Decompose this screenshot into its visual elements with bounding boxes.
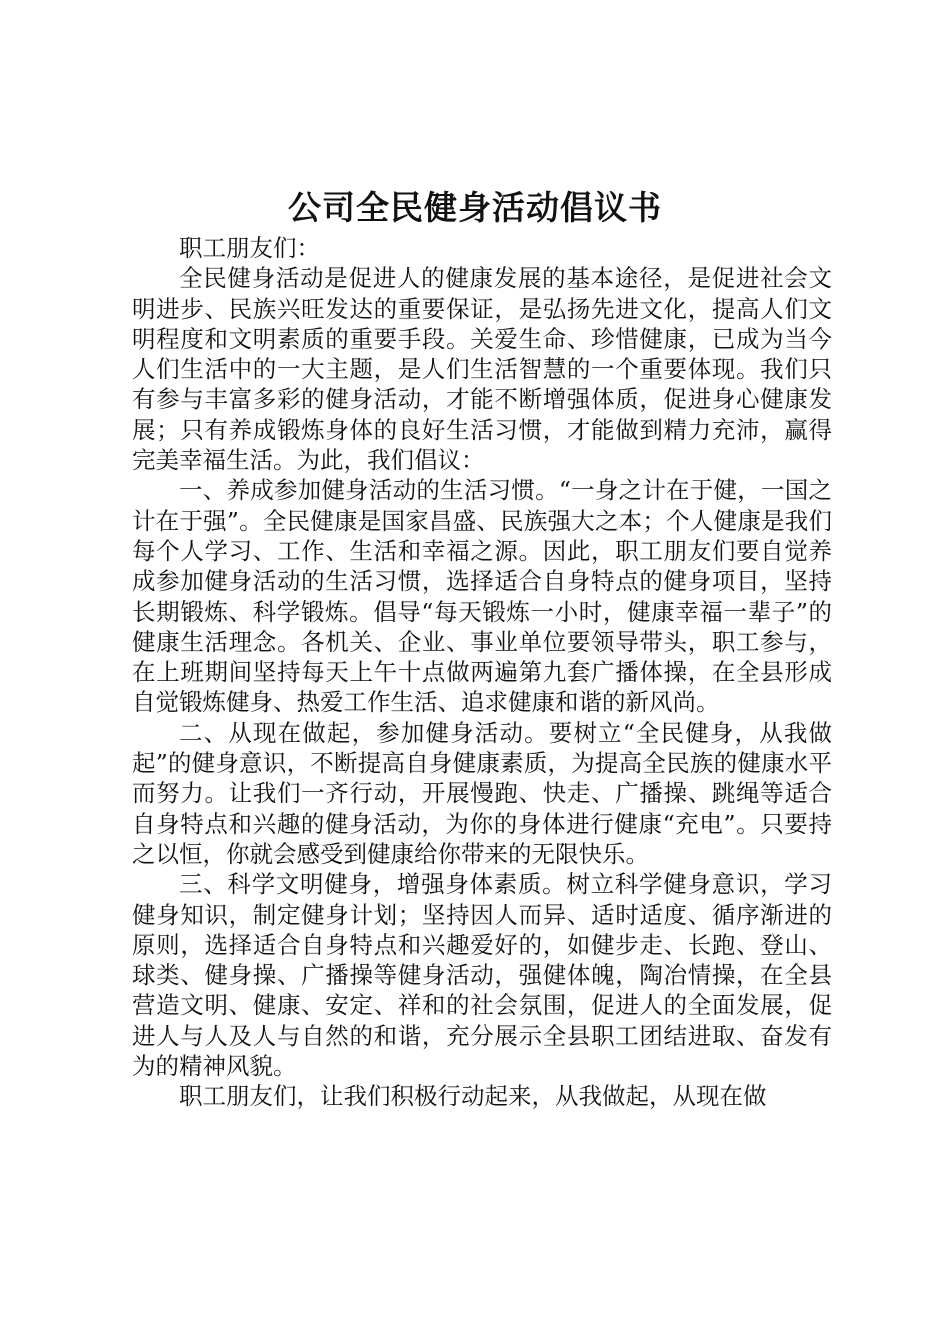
document-body: [132, 233, 832, 1112]
salutation: 职工朋友们：: [179, 234, 320, 262]
paragraph-closing: 职工朋友们，让我们积极行动起来，从我做起，从现在做: [179, 1082, 767, 1111]
paragraph-point-two: 二、从现在做起，参加健身活动。要树立“全民健身，从我做起”的健身意识，不断提高自身健康素质，为提高全民族的健康水平而努力。让我们一齐行动，开展慢跑、快走、广播操、跳绳等适合自身特点和兴趣的健身活动，为你的身体进行健康“充电”。只要持之以恒，你就会感受到健康给你带来的无限快乐。: [132, 718, 832, 868]
paragraph-point-one: 一、养成参加健身活动的生活习惯。“一身之计在于健，一国之计在于强”。全民健康是国家昌盛、民族强大之本；个人健康是我们每个人学习、工作、生活和幸福之源。因此，职工朋友们要自觉养成参加健身活动的生活习惯，选择适合自身特点的健身项目，坚持长期锻炼、科学锻炼。倡导“每天锻炼一小时，健康幸福一辈子”的健康生活理念。各机关、企业、事业单位要领导带头，职工参与，在上班期间坚持每天上午十点做两遍第九套广播体操，在全县形成自觉锻炼健身、热爱工作生活、追求健康和谐的新风尚。: [132, 476, 832, 717]
paragraph-intro: 全民健身活动是促进人的健康发展的基本途径，是促进社会文明进步、民族兴旺发达的重要保证，是弘扬先进文化，提高人们文明程度和文明素质的重要手段。关爱生命、珍惜健康，已成为当今人们生活中的一大主题，是人们生活智慧的一个重要体现。我们只有参与丰富多彩的健身活动，才能不断增强体质，促进身心健康发展；只有养成锻炼身体的良好生活习惯，才能做到精力充沛，赢得完美幸福生活。为此，我们倡议：: [132, 264, 832, 475]
document-title: 公司全民健身活动倡议书: [288, 188, 662, 227]
paragraph-point-three: 三、科学文明健身，增强身体素质。树立科学健身意识，学习健身知识，制定健身计划；坚持因人而异、适时适度、循序渐进的原则，选择适合自身特点和兴趣爱好的，如健步走、长跑、登山、球类、健身操、广播操等健身活动，强健体魄，陶冶情操，在全县营造文明、健康、安定、祥和的社会氛围，促进人的全面发展，促进人与人及人与自然的和谐，充分展示全县职工团结进取、奋发有为的精神风貌。: [132, 870, 832, 1081]
